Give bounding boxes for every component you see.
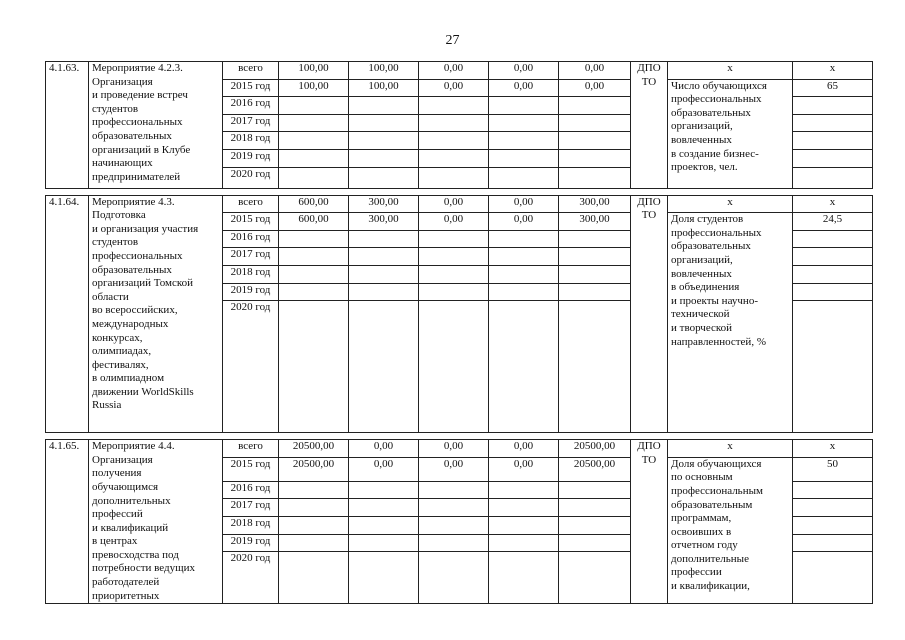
funding-value [489, 230, 559, 248]
period-label: 2017 год [223, 114, 279, 132]
funding-value: 600,00 [279, 195, 349, 213]
measure-number: 4.1.63. [46, 62, 89, 189]
period-label: 2018 год [223, 517, 279, 535]
period-label: 2019 год [223, 283, 279, 301]
funding-value [559, 149, 631, 167]
table-row [46, 440, 873, 458]
funding-value [349, 517, 419, 535]
funding-value [349, 167, 419, 188]
indicator-value [793, 248, 873, 266]
funding-value [419, 167, 489, 188]
period-label: 2016 год [223, 230, 279, 248]
indicator-value [793, 499, 873, 517]
block-separator-cell [46, 188, 873, 195]
funding-value [559, 230, 631, 248]
indicator-total-label: х [668, 62, 793, 80]
funding-value [559, 481, 631, 499]
funding-value [279, 301, 349, 433]
funding-value: 0,00 [419, 79, 489, 97]
indicator-description: Число обучающихся профессиональных образовательных организаций, вовлеченных в создание бизнес- проектов, чел. [668, 79, 793, 188]
funding-value [279, 499, 349, 517]
funding-value [349, 481, 419, 499]
indicator-value [793, 517, 873, 535]
funding-value: 600,00 [279, 213, 349, 231]
funding-value: 100,00 [349, 62, 419, 80]
funding-value [279, 481, 349, 499]
funding-value [419, 301, 489, 433]
funding-value: 300,00 [349, 195, 419, 213]
indicator-value [793, 114, 873, 132]
indicator-value: х [793, 440, 873, 458]
funding-value [279, 132, 349, 150]
funding-value: 0,00 [349, 440, 419, 458]
funding-value [349, 499, 419, 517]
funding-value: 300,00 [559, 195, 631, 213]
period-label: 2018 год [223, 132, 279, 150]
indicator-value: 50 [793, 457, 873, 481]
funding-value: 20500,00 [279, 457, 349, 481]
indicator-value [793, 167, 873, 188]
funding-value [419, 132, 489, 150]
funding-value [349, 301, 419, 433]
funding-value: 0,00 [489, 457, 559, 481]
period-label: 2017 год [223, 499, 279, 517]
funding-value [559, 499, 631, 517]
block-separator [46, 188, 873, 195]
funding-value [279, 517, 349, 535]
indicator-total-label: х [668, 440, 793, 458]
funding-value: 20500,00 [279, 440, 349, 458]
period-label: 2016 год [223, 481, 279, 499]
indicator-total-label: х [668, 195, 793, 213]
period-label: 2020 год [223, 301, 279, 433]
funding-value: 20500,00 [559, 440, 631, 458]
measure-number: 4.1.65. [46, 440, 89, 604]
funding-value: 0,00 [489, 440, 559, 458]
period-label: 2017 год [223, 248, 279, 266]
block-separator-cell [46, 433, 873, 440]
funding-value [419, 149, 489, 167]
funding-value [489, 149, 559, 167]
funding-value: 0,00 [559, 62, 631, 80]
funding-value [349, 230, 419, 248]
funding-value [489, 114, 559, 132]
funding-value [279, 248, 349, 266]
indicator-value [793, 481, 873, 499]
measure-name: Мероприятие 4.2.3. Организация и проведение встреч студентов профессиональных образовательных организаций в Клубе начинающих предпринимателей [89, 62, 223, 189]
funding-value [349, 97, 419, 115]
funding-value: 0,00 [489, 213, 559, 231]
funding-value [419, 283, 489, 301]
period-label: всего [223, 62, 279, 80]
funding-value: 300,00 [559, 213, 631, 231]
funding-value [279, 149, 349, 167]
funding-value [489, 552, 559, 604]
period-label: всего [223, 440, 279, 458]
funding-value: 0,00 [419, 195, 489, 213]
indicator-value [793, 132, 873, 150]
measure-number: 4.1.64. [46, 195, 89, 433]
funding-value [419, 248, 489, 266]
funding-value: 0,00 [419, 457, 489, 481]
indicator-value: х [793, 62, 873, 80]
indicator-value: х [793, 195, 873, 213]
funding-value [349, 114, 419, 132]
funding-value [419, 230, 489, 248]
block-separator [46, 433, 873, 440]
funding-value [489, 265, 559, 283]
funding-value: 20500,00 [559, 457, 631, 481]
funding-value [559, 283, 631, 301]
funding-value [419, 265, 489, 283]
period-label: 2015 год [223, 213, 279, 231]
indicator-description: Доля обучающихся по основным профессиональным образовательным программам, освоивших в отчетном году дополнительные профессии и квалификации, [668, 457, 793, 604]
funding-value [349, 534, 419, 552]
funding-value: 0,00 [559, 79, 631, 97]
funding-value [279, 283, 349, 301]
funding-value [489, 167, 559, 188]
period-label: 2019 год [223, 149, 279, 167]
executor: ДПО ТО [631, 62, 668, 189]
indicator-value [793, 149, 873, 167]
indicator-description: Доля студентов профессиональных образовательных организаций, вовлеченных в объединения и проекты научно- технической и творческой направленностей, % [668, 213, 793, 433]
funding-value: 300,00 [349, 213, 419, 231]
funding-value: 100,00 [349, 79, 419, 97]
funding-value [349, 132, 419, 150]
funding-value [279, 534, 349, 552]
funding-value [349, 265, 419, 283]
funding-value [279, 114, 349, 132]
funding-value [349, 552, 419, 604]
funding-value [559, 534, 631, 552]
program-measures-table [45, 61, 873, 604]
funding-value [279, 230, 349, 248]
funding-value [419, 481, 489, 499]
funding-value [489, 481, 559, 499]
indicator-value [793, 283, 873, 301]
period-label: 2015 год [223, 79, 279, 97]
period-label: 2019 год [223, 534, 279, 552]
period-label: 2018 год [223, 265, 279, 283]
funding-value: 0,00 [489, 79, 559, 97]
funding-value [419, 97, 489, 115]
funding-value: 0,00 [419, 440, 489, 458]
funding-value [559, 301, 631, 433]
funding-value: 0,00 [489, 62, 559, 80]
funding-value [279, 97, 349, 115]
page-number: 27 [445, 33, 460, 48]
indicator-value [793, 97, 873, 115]
indicator-value [793, 301, 873, 433]
indicator-value: 24,5 [793, 213, 873, 231]
funding-value [349, 248, 419, 266]
funding-value [489, 132, 559, 150]
funding-value [489, 248, 559, 266]
funding-value [349, 149, 419, 167]
funding-value [489, 301, 559, 433]
funding-value [559, 265, 631, 283]
funding-value [489, 534, 559, 552]
funding-value [489, 499, 559, 517]
funding-value: 100,00 [279, 79, 349, 97]
funding-value [559, 114, 631, 132]
indicator-value [793, 552, 873, 604]
funding-value [559, 132, 631, 150]
funding-value [559, 552, 631, 604]
table-row [46, 62, 873, 80]
table-row [46, 195, 873, 213]
period-label: всего [223, 195, 279, 213]
measure-name: Мероприятие 4.3. Подготовка и организация участия студентов профессиональных образовательных организаций Томской области во всероссийских, международных конкурсах, олимпиадах, фестивалях, в олимпиадном движении WorldSkills Russia [89, 195, 223, 433]
period-label: 2020 год [223, 552, 279, 604]
funding-value [419, 114, 489, 132]
measure-name: Мероприятие 4.4. Организация получения обучающимся дополнительных профессий и квалификаций в центрах превосходства под потребности ведущих работодателей приоритетных [89, 440, 223, 604]
funding-value: 0,00 [419, 213, 489, 231]
indicator-value [793, 534, 873, 552]
funding-value [279, 552, 349, 604]
funding-value: 100,00 [279, 62, 349, 80]
funding-value [559, 517, 631, 535]
funding-value [489, 97, 559, 115]
indicator-value: 65 [793, 79, 873, 97]
funding-value [419, 552, 489, 604]
funding-value [559, 97, 631, 115]
funding-value [559, 248, 631, 266]
funding-value: 0,00 [349, 457, 419, 481]
funding-value [489, 517, 559, 535]
funding-value [349, 283, 419, 301]
period-label: 2016 год [223, 97, 279, 115]
executor: ДПО ТО [631, 195, 668, 433]
period-label: 2015 год [223, 457, 279, 481]
period-label: 2020 год [223, 167, 279, 188]
indicator-value [793, 230, 873, 248]
indicator-value [793, 265, 873, 283]
funding-value: 0,00 [419, 62, 489, 80]
funding-value [489, 283, 559, 301]
funding-value [419, 517, 489, 535]
funding-value [419, 534, 489, 552]
funding-value: 0,00 [489, 195, 559, 213]
funding-value [419, 499, 489, 517]
funding-value [279, 167, 349, 188]
funding-value [559, 167, 631, 188]
funding-value [279, 265, 349, 283]
executor: ДПО ТО [631, 440, 668, 604]
